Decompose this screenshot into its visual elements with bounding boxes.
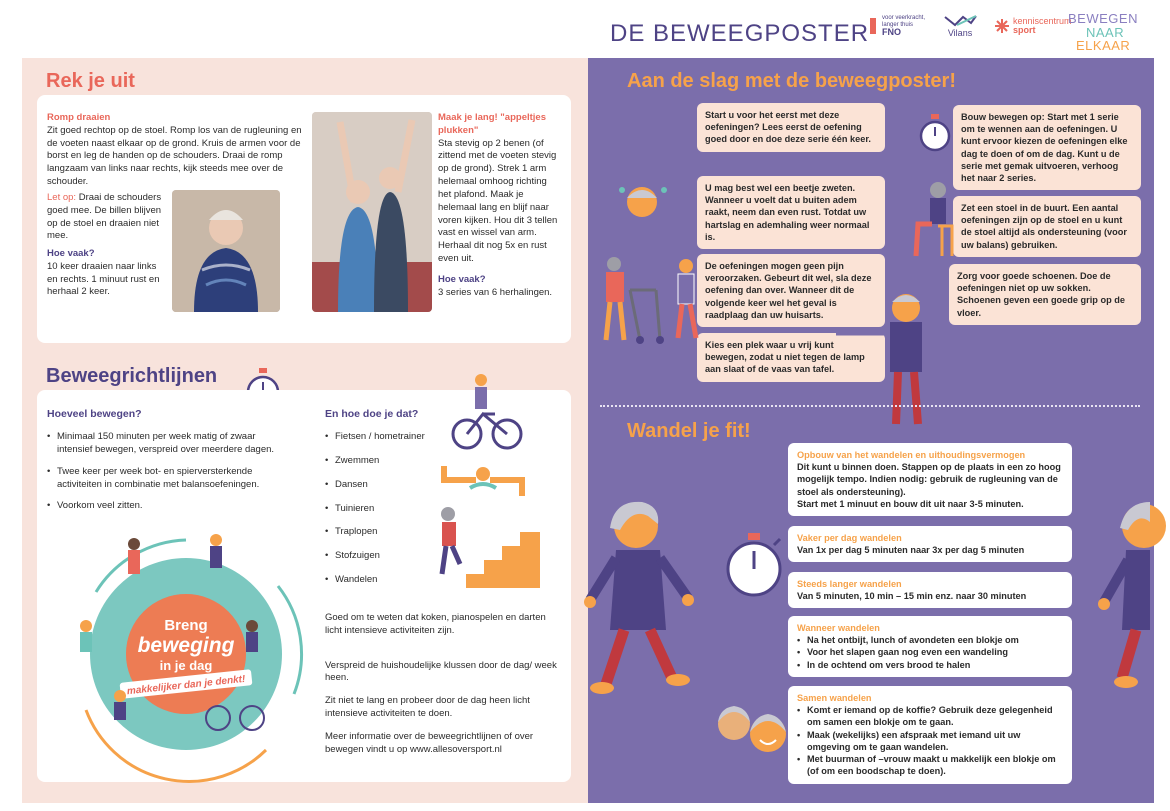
fno-line2: langer thuis: [882, 21, 914, 28]
tip-stoel: Zet een stoel in de buurt. Een aantal oefeningen zijn op de stoel en u kunt de stoel altijd als ondersteuning (voor uw balans) gebruiken.: [953, 196, 1141, 257]
hoe-item: • Tuinieren: [325, 503, 445, 516]
wanneer-item: • In de ochtend om vers brood te halen: [797, 659, 1063, 671]
rek-je-uit-heading: Rek je uit: [46, 70, 135, 92]
hoe-title: En hoe doe je dat?: [325, 408, 419, 420]
breng-beweging-circle: [56, 526, 316, 776]
romp-draaien-photo: [172, 190, 280, 312]
hoevaak2-text: 3 series van 6 herhalingen.: [438, 286, 553, 298]
samen-card: [788, 686, 1072, 784]
samen-item: • Komt er iemand op de koffie? Gebruik deze gelegenheid om samen een blokje om te gaan.: [797, 704, 1063, 728]
stairs-climber-illustration: [436, 504, 544, 588]
hoevaak1-block: [47, 248, 165, 299]
wanneer-item: • Na het ontbijt, lunch of avondeten een blokje om: [797, 634, 1063, 646]
hoe-item: • Dansen: [325, 479, 445, 492]
poster-title: DE BEWEEGPOSTER: [610, 20, 870, 47]
vaker-title: Vaker per dag wandelen: [797, 533, 902, 543]
lang-title: Maak je lang! "appeltjes plukken": [438, 112, 546, 136]
wandel-je-fit-heading: Wandel je fit!: [627, 420, 751, 442]
hoeveel-list: [47, 431, 287, 513]
circle-line1: Breng: [164, 617, 208, 634]
samen-title: Samen wandelen: [797, 693, 872, 703]
seated-woman-figure: [172, 190, 280, 312]
hoe-item: • Zwemmen: [325, 455, 445, 468]
aan-de-slag-heading: Aan de slag met de beweegposter!: [627, 70, 956, 92]
walker-illustration: [600, 256, 670, 344]
hoevaak1-text: 10 keer draaien naar links en rechts. 1 minuut rust en herhaal 2 keer.: [47, 260, 160, 298]
walking-woman-illustration: [576, 498, 716, 698]
hoe-item: • Stofzuigen: [325, 550, 445, 563]
hoe-block: [325, 407, 445, 598]
kenniscentrum-star-icon: [995, 19, 1009, 33]
tips-text-block: [325, 612, 565, 757]
wanneer-card: [788, 616, 1072, 677]
circle-arrow-right: [278, 586, 302, 694]
hoe-item: • Wandelen: [325, 574, 445, 587]
circle-ribbon-text: makkelijker dan je denkt!: [126, 673, 246, 698]
hoeveel-item: • Minimaal 150 minuten per week matig of zwaar intensief bewegen, verspreid over meerdere dagen.: [47, 431, 287, 457]
bne-line3: ELKAAR: [1076, 38, 1131, 54]
circle-line3: in je dag: [159, 658, 213, 673]
opbouw-text: Dit kunt u binnen doen. Stappen op de plaats in een zo hoog mogelijk tempo. Indien nodig: gebruik de rugleuning van de stoel als ondersteuning).: [797, 462, 1061, 497]
wanneer-item: • Voor het slapen gaan nog even een wandeling: [797, 646, 1063, 658]
bgl-paragraph-2: Verspreid de huishoudelijke klussen door de dag/ week heen.: [325, 659, 557, 684]
hoevaak1-title: Hoe vaak?: [47, 248, 95, 259]
walking-woman-edge-illustration: [1098, 498, 1150, 698]
stopwatch-small-icon: [918, 114, 952, 154]
opbouw-card: [788, 443, 1072, 516]
langer-text: Van 5 minuten, 10 min – 15 min enz. naar 30 minuten: [797, 591, 1027, 602]
romp-block: [47, 112, 302, 189]
letop-label: Let op:: [47, 192, 77, 203]
kenniscentrum-line1: kenniscentrum: [1013, 15, 1072, 26]
bewegen-naar-elkaar-logo: [1068, 12, 1138, 53]
lang-text: Sta stevig op 2 benen (of zittend met de voeten stevig op de grond). Strek 1 arm helemaal omhoog richting het plafond. Maak je helemaal lang en blijf naar voren kijken. Hou dit 3 tellen vast en wissel van arm. Herhaal dit nog 5x en rust even uit.: [438, 137, 558, 264]
samen-item: • Maak (wekelijks) een afspraak met iemand uit uw omgeving om te gaan wandelen.: [797, 729, 1063, 753]
vaker-card: [788, 526, 1072, 562]
samen-item: • Met buurman of –vrouw maakt u makkelijk een blokje om (of om een boodschap te doen).: [797, 753, 1063, 777]
tip-schoenen: Zorg voor goede schoenen. Doe de oefeningen niet op uw sokken. Schoenen geven een goede grip op de vloer.: [949, 264, 1141, 325]
langer-card: [788, 572, 1072, 608]
samen-list: [797, 704, 1063, 777]
sweating-face-icon: [618, 182, 668, 222]
swimmer-illustration: [440, 462, 526, 502]
bgl-paragraph-1: Goed om te weten dat koken, pianospelen en darten licht intensieve activiteiten zijn.: [325, 612, 546, 636]
hoeveel-item: • Twee keer per week bot- en spierversterkende activiteiten in combinatie met balansoefeningen.: [47, 466, 287, 492]
opbouw-text2: Start met 1 minuut en bouw dit uit naar 3-5 minuten.: [797, 498, 1024, 509]
bgl-paragraph-3: Zit niet te lang en probeer door de dag heen licht intensieve activiteiten te doen.: [325, 695, 530, 720]
opbouw-title: Opbouw van het wandelen en uithoudingsvermogen: [797, 450, 1026, 460]
langer-title: Steeds langer wandelen: [797, 579, 902, 589]
hoevaak2-title: Hoe vaak?: [438, 273, 486, 285]
bne-line2: NAAR: [1086, 24, 1125, 40]
vaker-text: Van 1x per dag 5 minuten naar 3x per dag 5 minuten: [797, 545, 1025, 556]
partner-logos: [868, 14, 1072, 38]
fno-line1: voor veerkracht,: [882, 15, 926, 22]
bgl-paragraph-4: Meer informatie over de beweegrichtlijnen of over bewegen vindt u op www.allesoversport.nl: [325, 730, 534, 755]
romp-title: Romp draaien: [47, 112, 111, 123]
fno-logo: [868, 15, 925, 37]
romp-text: Zit goed rechtop op de stoel. Romp los van de rugleuning en de voeten naast elkaar op de grond. Kruis de armen voor de borst en leg de handen op de schouders. Draai de romp langzaam van links naar rechts, kijk steeds mee over de schouder.: [47, 124, 302, 188]
kenniscentrum-line2: sport: [1013, 25, 1036, 36]
hoe-item: • Traplopen: [325, 526, 445, 539]
two-faces-illustration: [710, 700, 796, 758]
arms-out-man-illustration: [836, 292, 976, 432]
hoe-list: [325, 431, 445, 587]
tip-zweten: U mag best wel een beetje zweten. Wanneer u voelt dat u buiten adem raakt, neem dan even rust. Totdat uw hartslag en ademhaling weer normaal is.: [697, 176, 885, 249]
section-divider: [600, 405, 1140, 407]
vilans-text: Vilans: [947, 28, 973, 38]
lang-block: [438, 112, 558, 299]
letop-block: [47, 192, 169, 243]
wanneer-list: [797, 634, 1063, 671]
bne-line1: BEWEGEN: [1068, 11, 1138, 26]
circle-line2: beweging: [137, 634, 235, 657]
tip-opbouw: Bouw bewegen op: Start met 1 serie om te wennen aan de oefeningen. U kunt ervoor kiezen de oefeningen elke dag te doen of om de dag. Kunt u de serie met gemak uitvoeren, verhoog het naar 2 series.: [953, 105, 1141, 190]
tip-pijn: De oefeningen mogen geen pijn veroorzaken. Gebeurt dit wel, sla deze oefening dan over. Wanneer dit de volgende keer wel het geval is raadplaag dan uw huisarts.: [697, 254, 885, 327]
standing-women-figure: [312, 112, 432, 312]
fno-mark-icon: [868, 18, 878, 34]
hoeveel-item: • Voorkom veel zitten.: [47, 500, 287, 513]
vilans-logo: [943, 14, 977, 38]
hoeveel-title: Hoeveel bewegen?: [47, 408, 142, 420]
hoe-item: • Fietsen / hometrainer: [325, 431, 445, 444]
tip-plek: Kies een plek waar u vrij kunt bewegen, zodat u niet tegen de lamp aan slaat of de vaas van tafel.: [697, 333, 885, 382]
vilans-swoosh-icon: [943, 14, 977, 28]
fno-line3: FNO: [882, 26, 901, 37]
cyclist-illustration: [445, 372, 525, 452]
appeltjes-plukken-photo: [312, 112, 432, 312]
hoeveel-block: [47, 407, 287, 522]
person-standing-illustration: [670, 258, 706, 342]
letop-text: Draai de schouders goed mee. De billen blijven op de stoel en draaien niet mee.: [47, 192, 162, 242]
tip-start: Start u voor het eerst met deze oefeningen? Lees eerst de oefening goed door en doe deze serie één keer.: [697, 103, 885, 152]
wanneer-title: Wanneer wandelen: [797, 623, 880, 633]
kenniscentrum-logo: [995, 17, 1072, 36]
seated-person-illustration: [908, 180, 954, 260]
beweegrichtlijnen-heading: Beweegrichtlijnen: [46, 365, 218, 387]
stopwatch-large-icon: [724, 533, 784, 599]
